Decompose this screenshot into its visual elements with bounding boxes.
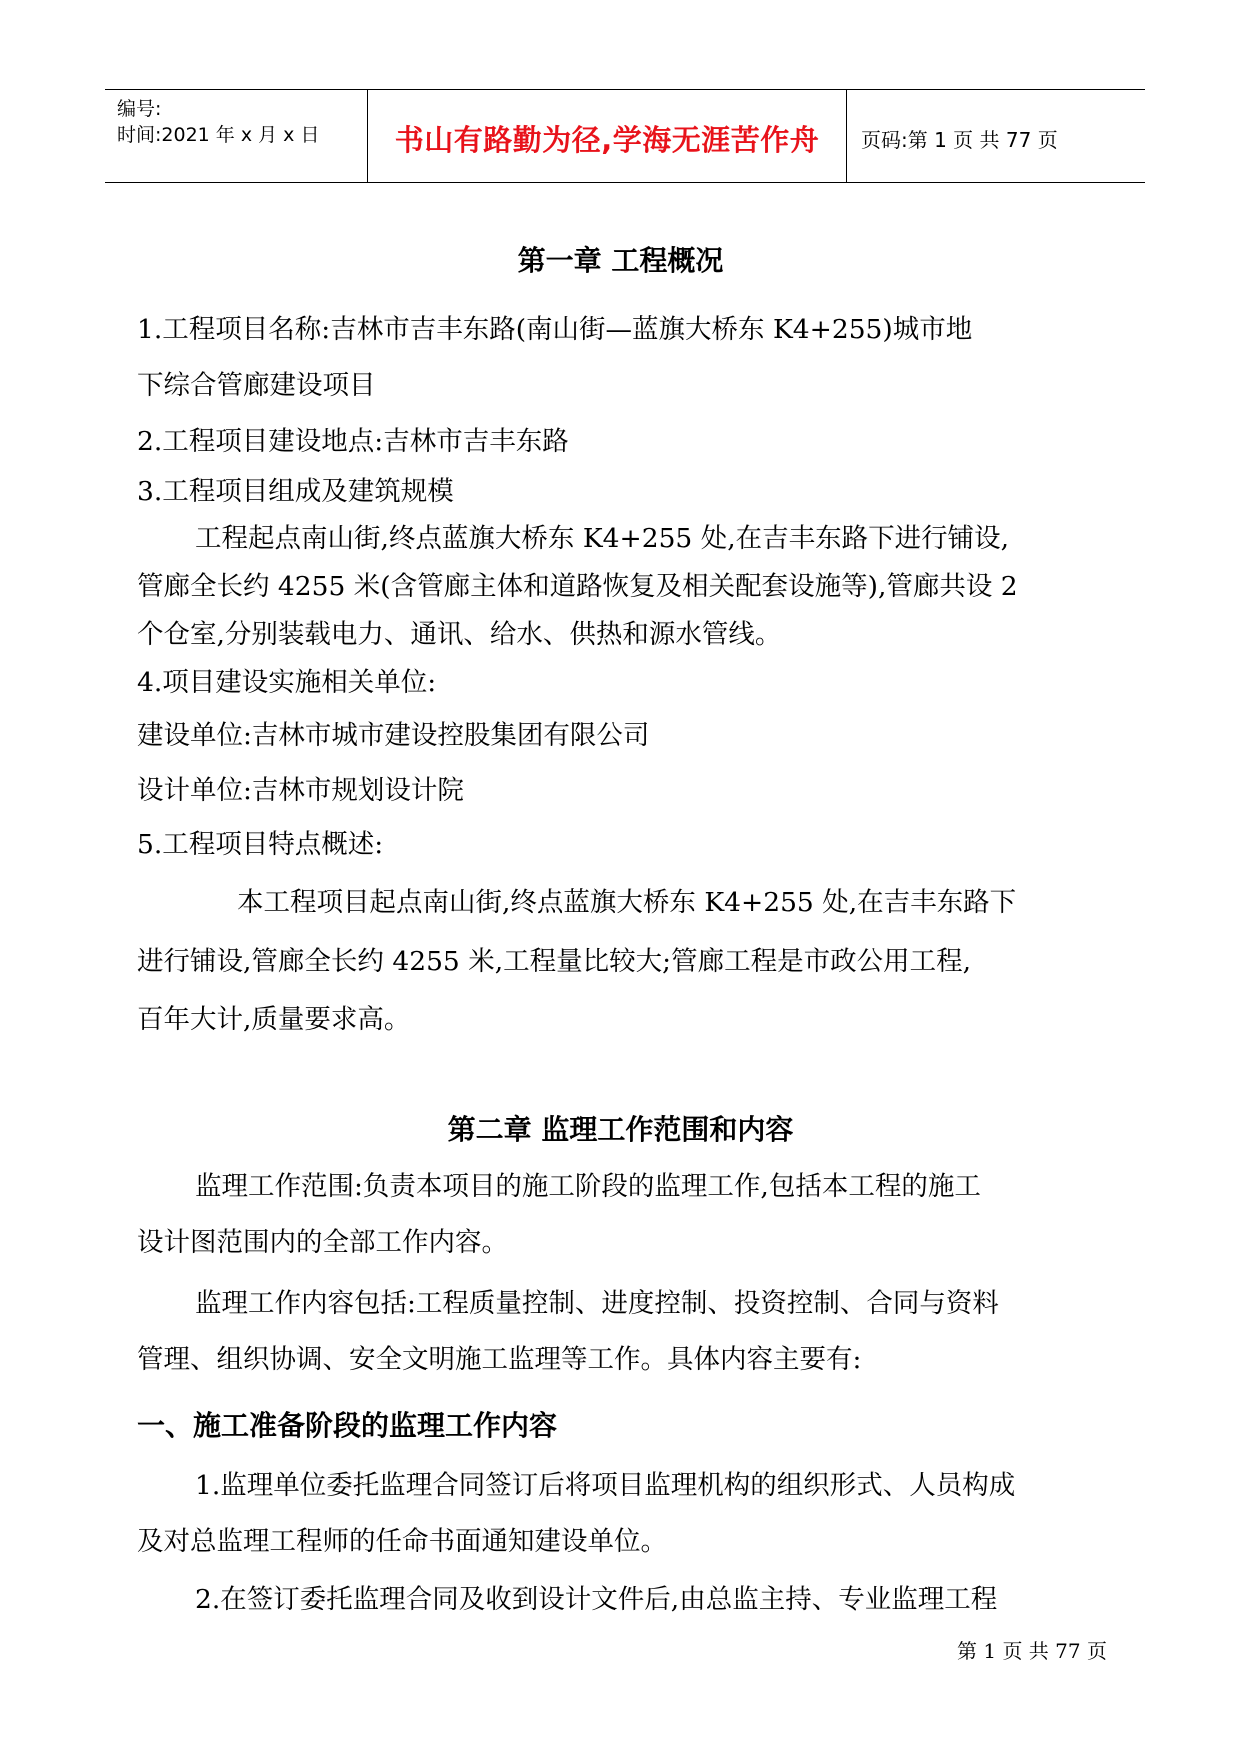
page-header	[105, 89, 1145, 183]
paragraph-line: 5.工程项目特点概述:	[137, 829, 384, 860]
paragraph-line: 进行铺设,管廊全长约 4255 米,工程量比较大;管廊工程是市政公用工程,	[137, 946, 971, 977]
section1-title: 一、施工准备阶段的监理工作内容	[137, 1409, 558, 1442]
paragraph-line: 设计单位:吉林市规划设计院	[137, 775, 464, 806]
chapter2-title: 第二章 监理工作范围和内容	[447, 1113, 794, 1146]
paragraph-line: 及对总监理工程师的任命书面通知建设单位。	[137, 1526, 667, 1557]
paragraph-line: 设计图范围内的全部工作内容。	[137, 1227, 508, 1258]
header-page-info: 页码:第 1 页 共 77 页	[861, 128, 1058, 152]
paragraph-line: 百年大计,质量要求高。	[137, 1004, 411, 1035]
document-time-label: 时间:2021 年 x 月 x 日	[117, 124, 320, 146]
document-number-label: 编号:	[117, 98, 162, 120]
chapter1-title: 第一章 工程概况	[517, 244, 724, 277]
paragraph-line: 3.工程项目组成及建筑规模	[137, 476, 454, 507]
paragraph-line: 2.在签订委托监理合同及收到设计文件后,由总监主持、专业监理工程	[195, 1584, 998, 1615]
paragraph-line: 管廊全长约 4255 米(含管廊主体和道路恢复及相关配套设施等),管廊共设 2	[137, 571, 1018, 602]
paragraph-line: 2.工程项目建设地点:吉林市吉丰东路	[137, 426, 569, 457]
header-page-cell	[847, 90, 1145, 182]
page-footer: 第 1 页 共 77 页	[957, 1639, 1107, 1663]
header-meta-cell	[105, 90, 368, 182]
paragraph-line: 1.工程项目名称:吉林市吉丰东路(南山街—蓝旗大桥东 K4+255)城市地	[137, 314, 973, 345]
paragraph-line: 管理、组织协调、安全文明施工监理等工作。具体内容主要有:	[137, 1344, 862, 1375]
header-motto-cell	[368, 90, 847, 182]
paragraph-line: 监理工作内容包括:工程质量控制、进度控制、投资控制、合同与资料	[195, 1288, 999, 1319]
paragraph-line: 4.项目建设实施相关单位:	[137, 667, 437, 698]
header-motto: 书山有路勤为径,学海无涯苦作舟	[394, 123, 820, 157]
paragraph-line: 下综合管廊建设项目	[137, 370, 376, 401]
paragraph-line: 建设单位:吉林市城市建设控股集团有限公司	[137, 720, 650, 751]
paragraph-line: 个仓室,分别装载电力、通讯、给水、供热和源水管线。	[137, 619, 782, 650]
paragraph-line: 1.监理单位委托监理合同签订后将项目监理机构的组织形式、人员构成	[195, 1470, 1016, 1501]
paragraph-line: 本工程项目起点南山街,终点蓝旗大桥东 K4+255 处,在吉丰东路下	[237, 887, 1017, 918]
paragraph-line: 监理工作范围:负责本项目的施工阶段的监理工作,包括本工程的施工	[195, 1171, 981, 1202]
paragraph-line: 工程起点南山街,终点蓝旗大桥东 K4+255 处,在吉丰东路下进行铺设,	[195, 523, 1010, 554]
